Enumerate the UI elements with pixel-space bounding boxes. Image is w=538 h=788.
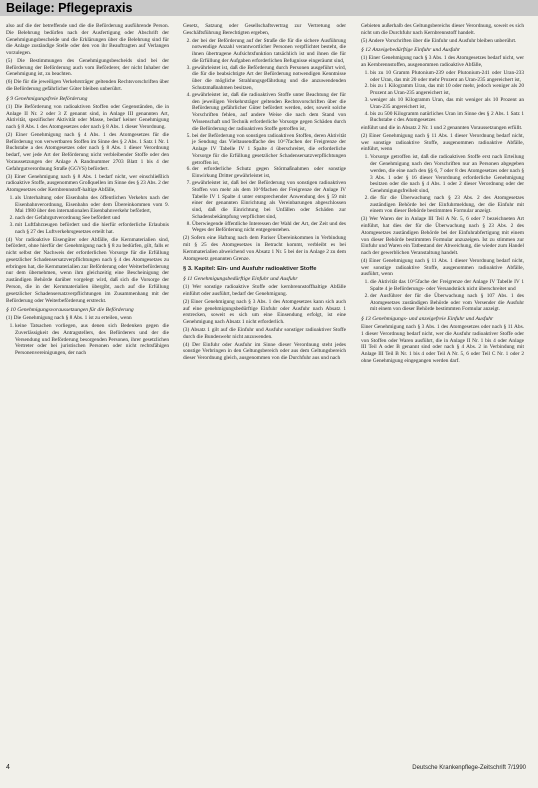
- numbered-list: [183, 38, 346, 235]
- page-header: [0, 0, 538, 16]
- paragraph: einführt und die in Absatz 2 Nr. 1 und 2 genannten Voraussetzungen erfüllt.: [361, 125, 523, 132]
- list-item: 2. die für die Überwachung nach § 23 Abs. 2 des Atomgesetzes zuständigen Behörde bei der Einfuhrmeldung, der die Einfuhr mit einem von dieser Behörde bestimmten Formular anzeigt.: [370, 195, 524, 215]
- paragraph: (6) Die für die jeweiligen Verkehrsträger geltenden Rechtsvorschriften über die Beförderung gefährlicher Güter bleiben unberührt.: [6, 79, 169, 93]
- text-column-1: [6, 23, 169, 758]
- paragraph: Einer Genehmigung nach § 3 Abs. 1 des Atomgesetzes oder nach § 11 Abs. 1 dieser Verordnung bedarf nicht, wer die Ausfuhr radioaktiver Stoffe oder von Stoffen oder Waren ausführt, die in Anlage II Nr. 1 bis 4 oder Anlage III Teil A oder B genannt sind oder nach § 4 Abs. 2 in Verbindung mit Anlage III Teil B Nr. 1 bis 4 oder Teil A Nr. 5, 6 oder Teil C Nr. 1 oder 2 ohne Genehmigung eingegangen werden darf.: [361, 324, 524, 364]
- paragraph: (1) Wer sonstige radioaktive Stoffe oder kernbrennstoffhaltige Abfälle einführt oder ausführt, bedarf der Genehmigung.: [183, 284, 346, 298]
- list-item: 3. weniger als 10 Kilogramm Uran, das mit weniger als 10 Prozent an Uran-235 angereichert ist,: [370, 97, 524, 111]
- text-column-3: [361, 23, 524, 758]
- list-item: 2. der bei der Beförderung auf der Straße die für die sichere Ausführung notwendige Anzahl verantwortlicher Personen verpflichtet besteht, die ihnen übertragene Aufsichtsfunktion tatsächlich ist und ihnen die für die Erfüllung der Aufgaben erforderlichen Befugnisse eingeräumt sind,: [192, 38, 346, 65]
- page-number: 4: [6, 764, 10, 771]
- section-heading: § 12 Anzeigebedürftige Einfuhr und Ausfuhr: [361, 47, 461, 54]
- list-item: 2. der Ausführer der für die Überwachung nach § 107 Abs. 1 des Atomgesetzes zuständigen Behörde oder vom Versender die Ausfuhr mit einem von dieser Behörde bestimmten Formular anzeigt.: [370, 293, 524, 313]
- section-title: Beilage: Pflegepraxis: [6, 1, 133, 15]
- paragraph: (4) Einer Genehmigung nach § 11 Abs. 1 dieser Verordnung bedarf nicht, wer sonstige radioaktive Stoffe, ausgenommen radioaktive Abfälle, ausführt, wenn: [361, 257, 524, 278]
- paragraph: Gesetz, Satzung oder Gesellschaftsvertrag zur Vertretung oder Geschäftsführung Berechtigten ergeben,: [183, 23, 346, 36]
- list-item: 3. mit Luftfahrzeugen befördert und die hierfür erforderliche Erlaubnis nach § 27 des Luftverkehrsgesetzes erteilt hat.: [15, 222, 169, 236]
- list-item: 7. gewährleistet ist, daß bei der Beförderung von sonstigen radioaktiven Stoffen von mehr als dem 10^9fachen der Freigrenze der Anlage IV Tabelle IV 1 Spalte 4 unter entsprechender Anwendung des § 59 mit einer der genannten Einrichtung als Vereinbarungen abgeschlossen sind, daß die Einrichtung bei Unfällen oder Schäden zur Schadensbekämpfung verpflichtet sind,: [192, 180, 346, 221]
- section-heading: § 13 Genehmigungs- und anzeigefreie Einfuhr und Ausfuhr: [361, 316, 494, 323]
- paragraph: (2) Einer Genehmigung nach § 11 Abs. 1 dieser Verordnung bedarf nicht, wer sonstige radioaktive Stoffe, ausgenommen radioaktive Abfälle, einführt, wenn: [361, 132, 524, 153]
- list-item: 6. der erforderliche Schutz gegen Störmaßnahmen oder sonstige Einwirkung Dritter gewährleistet ist,: [192, 166, 346, 180]
- paragraph: (3) Einer Genehmigung nach § 8 Abs. 1 bedarf nicht, wer einschließlich radioaktive Stoffe, ausgenommen Großquellen im Sinne des § 23 Abs. 2 der Atomgesetzes oder Kernbrennstoff-haltige Abfälle,: [6, 173, 169, 194]
- list-item: 8. Überwiegende öffentliche Interessen der Wahl der Art, der Zeit und des Weges der Beförderung nicht entgegenstehen.: [192, 221, 346, 235]
- journal-citation: Deutsche Krankenpflege-Zeitschrift 7/1990: [412, 765, 526, 771]
- numbered-list: [6, 195, 169, 236]
- section-heading: § 11 Genehmigungsbedürftige Einfuhr und Ausfuhr: [183, 276, 298, 283]
- paragraph: (1) Einer Genehmigung nach § 3 Abs. 1 des Atomgesetzes bedarf nicht, wer an Kernbrennstoffen, ausgenommen radioaktive Abfälle,: [361, 55, 524, 69]
- list-item: 2. nach der Gefahrgutverordnung See befördert und: [15, 215, 169, 222]
- paragraph: also auf die der betreffende und die die Beförderung ausführende Person. Die Belehrung bedürfen nach der Ausfertigung oder Abschrift der Genehmigungsbescheide und die Erklärungen über die Belehrung sind für die Anlage zuständige Stelle oder den von ihr Beauftragten auf Verlangen vorzulegen.: [6, 23, 169, 57]
- list-item: 1. bis zu 10 Gramm Plutonium-239 oder Plutonium-241 oder Uran-233 oder Uran, das mit 20 oder mehr Prozent an Uran-235 angereichert ist,: [370, 70, 524, 84]
- numbered-list: [361, 154, 524, 215]
- paragraph: (3) Wer Waren der in Anlage III Teil A Nr. 5, 6 oder 7 bezeichneten Art einführt, hat dies der für die Überwachung nach § 23 Abs. 2 des Atomgesetzes zuständigen Behörde bei der Einfuhrabfertigung mit einem von dieser Behörde bestimmten Formular anzuzeigen. Ist zu stimmen zur Einfuhr und Waren ein Tatbestand der Abweichung, die wieder zum Handel nach der gewerblichen Veranstaltung handelt.: [361, 216, 524, 257]
- list-item: 1. die Aktivität das 10^5fache der Freigrenze der Anlage IV Tabelle IV 1 Spalte 4 je Beförderungs- oder Versandstück nicht überschreitet und: [370, 279, 524, 293]
- list-item: 1. keine Tatsachen vorliegen, aus denen sich Bedenken gegen die Zuverlässigkeit des Antragstellers, des Beförderers und der die Versendung und Beförderung besorgenden Personen, ihrer gesetzlichen Vertreter oder bei juristischen Personen oder nicht rechtsfähigen Personenvereinigungen, der nach: [15, 323, 169, 357]
- paragraph: (1) Die Beförderung von radioaktiven Stoffen oder Gegenständen, die in Anlage II Nr. 2 oder 3 Z genannt sind, in Anlage III genannten Art, Aktivität, spezifischer Aktivität oder Masse, bedarf keiner Genehmigung nach § 8 Abs. 1 des Atomgesetzes oder nach § 8 Abs. 1 dieser Verordnung.: [6, 103, 169, 131]
- list-item: 4. gewährleistet ist, daß die radioaktiven Stoffe unter Beachtung der für den jeweiligen Verkehrsträger geltenden Rechtsvorschriften über die Beförderung gefährlicher Güter befördert werden, oder, soweit solche Vorschriften fehlen, auf andere Weise die nach dem Stand von Wissenschaft und Technik erforderliche Vorsorge gegen Schäden durch die Beförderung der radioaktiven Stoffe getroffen ist,: [192, 92, 346, 133]
- paragraph: Gebieten außerhalb des Geltungsbereichs dieser Verordnung, soweit es sich nicht um die Durchfuhr nach Kernbrennstoff handelt.: [361, 23, 524, 36]
- paragraph: (4) Der Einfuhr oder Ausfuhr im Sinne dieser Verordnung steht jedes sonstige Verbringen in den Geltungsbereich oder aus dem Geltungsbereich dieser Verordnung gleich, ausgenommen von die Durchfuhr aus und nach: [183, 341, 346, 362]
- paragraph: (3) Absatz 1 gilt auf die Einfuhr und Ausfuhr sonstiger radioaktiver Stoffe durch die Bundeswehr nicht anzuwenden.: [183, 326, 346, 340]
- list-item: 4. bis zu 500 Kilogramm natürliches Uran im Sinne des § 2 Abs. 1 Satz 1 Buchstabe c des Atomgesetzes: [370, 111, 524, 125]
- paragraph: (2) Sofern eine Haftung nach dem Pariser Übereinkommen in Verbindung mit § 25 des Atomgesetzes in Betracht kommt, verbleibt es bei Kernmaterialien abweichend von Absatz 1 Nr. 5 bei der in Anlage 2 zu dem Atomgesetz genannten Grenze.: [183, 235, 346, 262]
- section-heading: § 3. Kapitel: Ein- und Ausfuhr radioaktiver Stoffe: [183, 266, 317, 273]
- list-item: 5. bei der Beförderung von sonstigen radioaktiven Stoffen, deren Aktivität je Sendung das Vieltausendfache des 10^7fachen der Freigrenze der Anlage IV Tabelle IV 1 Spalte 4 überschreitet, die erforderliche Vorsorge für die Erfüllung gesetzlicher Schadensersatzverpflichtungen getroffen ist,: [192, 133, 346, 167]
- paragraph: (1) Die Genehmigung nach § 8 Abs. 1 ist zu erteilen, wenn: [6, 315, 132, 322]
- paragraph: (2) Einer Genehmigung nach § 3 Abs. 1 des Atomgesetzes kann sich auch auf eine genehmigungsbedürftige Einfuhr oder Ausfuhr nach Absatz 1 erstrecken, soweit es sich um eine Einsendung erfolgt, ist eine Genehmigung nach Absatz 1 nicht erforderlich.: [183, 298, 346, 326]
- list-item: 1. als Unterhaltung oder Eisenbahn des öffentlichen Verkehrs nach der Eisenbahnverordnung, Eisenbahn oder dem Übereinkommen vom 9. Mai 1980 über den internationalen Eisenbahnverkehr befördert,: [15, 195, 169, 215]
- paragraph: (5) Andere Vorschriften über die Einfuhr und Ausfuhr bleiben unberührt.: [361, 37, 517, 44]
- text-column-2: [183, 23, 346, 758]
- paragraph: (2) Einer Genehmigung nach § 4 Abs. 1 des Atomgesetzes für die Beförderung von verwertbaren Stoffen im Sinne des § 2 Abs. 1 Satz 1 Nr. 1 Buchstabe a des Atomgesetzes oder nach § 8 Abs. 1 dieser Verordnung bedarf, wer jede Art der Beförderung nicht verbleibender Stoffe oder den Voraussetzungen der Anlage A Randnummer 2703 Blatt 1 bis 4 der Gefahrgutverordnung Straße (GGVS) befördert.: [6, 131, 169, 172]
- section-heading: § 9 Genehmigungsfreie Beförderung: [6, 95, 88, 102]
- numbered-list: [361, 70, 524, 124]
- list-item: 1. Vorsorge getroffen ist, daß die radioaktiven Stoffe erst nach Erteilung der Genehmigung nach den Vorschriften nur an Personen abgegeben werden, die eine nach den §§ 6, 7 oder 8 des Atomgesetzes oder nach § 3 Abs. 1 oder § 16 dieser Verordnung erforderliche Genehmigung besitzen oder die nach § 4 Abs. 1 oder 2 dieser Verordnung oder der Genehmigungsfreiheit sind,: [370, 154, 524, 195]
- paragraph: (5) Die Bestimmungen des Genehmigungsbescheids sind bei der Beförderung der Beförderung auch vom Beförderer, der nicht Inhaber der Genehmigung ist, zu beachten.: [6, 57, 169, 78]
- numbered-list: [6, 323, 169, 357]
- numbered-list: [361, 279, 524, 313]
- list-item: 2. bis zu 1 Kilogramm Uran, das mit 10 oder mehr, jedoch weniger als 20 Prozent an Uran-235 angereichert ist,: [370, 83, 524, 97]
- section-heading: § 10 Genehmigungsvoraussetzungen für die Beförderung: [6, 307, 134, 314]
- paragraph: (4) Vor radioaktive Eisengüter oder Abfälle, die Kernmaterialien sind, befördert, ohne hierfür der Genehmigung nach § 8 zu bedürfen, gilt, falls er nicht selbst der Nachweis der erforderlichen Vorsorge für die Erfüllung gesetzlicher Schadensersatzverpflichtungen nach § 4 des Atomgesetzes zu erbringen hat, die Kernmaterialien zur Beförderung oder Weiterbeförderung nur dem übernehmen, wenn ihm gleichzeitig eine Bescheinigung der zuständigen Behörde darüber vorgelegt wird, daß sich die Vorsorge der Person, die in der Kernmaterialien übergibt, auch auf die Erfüllung gesetzlicher Schadensersatzverpflichtungen im Zusammenhang mit der Beförderung oder Weiterbeförderung erstreckt.: [6, 236, 169, 304]
- list-item: 3. gewährleistet ist, daß die Beförderung durch Personen ausgeführt wird, die für die beabsichtigte Art der Beförderung notwendigen Kenntnisse über die mögliche Strahlungsgefährdung und die anzuwendenden Schutzmaßnahmen besitzen,: [192, 65, 346, 92]
